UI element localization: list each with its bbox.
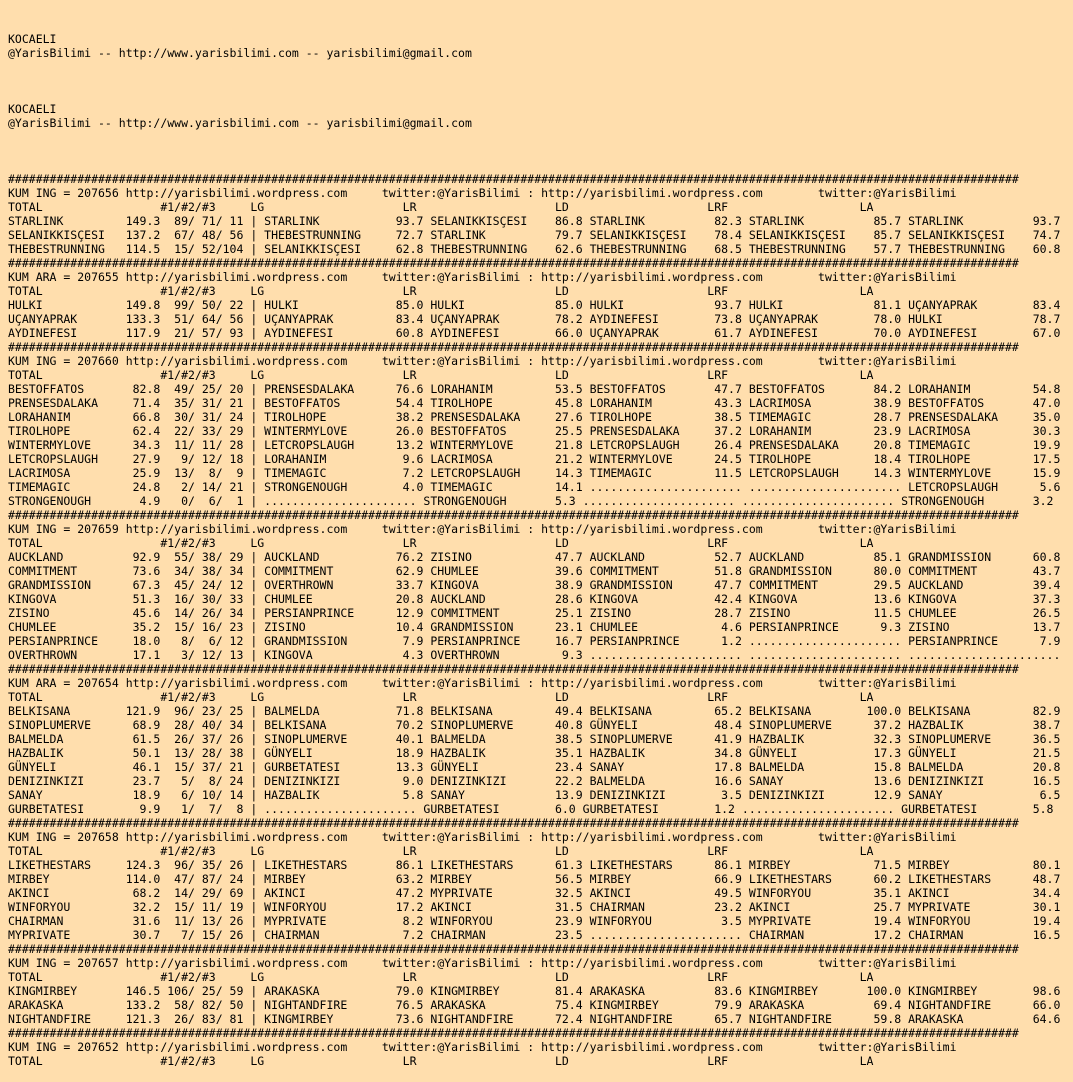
separator-line: ##################################################################################################################################################: [8, 816, 1019, 830]
blank-line: [8, 74, 1073, 88]
result-row: GRANDMISSION 67.3 45/ 24/ 12 | OVERTHROWN 33.7 KINGOVA 38.9 GRANDMISSION 47.7 COMMITMENT 29.5 AUCKLAND 39.4: [8, 578, 1061, 592]
result-row: SELANIKKISÇESI 137.2 67/ 48/ 56 | THEBESTRUNNING 72.7 STARLINK 79.7 SELANIKKISÇESI 78.4 SELANIKKISÇESI 85.7 SELANIKKISÇESI 74.7: [8, 228, 1061, 242]
result-row: HAZBALIK 50.1 13/ 28/ 38 | GÜNYELI 18.9 HAZBALIK 35.1 HAZBALIK 34.8 GÜNYELI 17.3 GÜNYELI 21.5: [8, 746, 1061, 760]
result-row: UÇANYAPRAK 133.3 51/ 64/ 56 | UÇANYAPRAK 83.4 UÇANYAPRAK 78.2 AYDINEFESI 73.8 UÇANYAPRAK 78.0 HULKI 78.7: [8, 312, 1061, 326]
race-header-line: KUM ING = 207659 http://yarisbilimi.wordpress.com twitter:@YarisBilimi : http://yarisbilimi.wordpress.com twitter:@YarisBilimi: [8, 522, 957, 536]
separator-line: ##################################################################################################################################################: [8, 256, 1019, 270]
result-row: LETCROPSLAUGH 27.9 9/ 12/ 18 | LORAHANIM 9.6 LACRIMOSA 21.2 WINTERMYLOVE 24.5 TIROLHOPE 18.4 TIROLHOPE 17.5: [8, 452, 1061, 466]
city-title: KOCAELI: [8, 32, 57, 46]
race-header-line: KUM ING = 207658 http://yarisbilimi.wordpress.com twitter:@YarisBilimi : http://yarisbilimi.wordpress.com twitter:@YarisBilimi: [8, 830, 957, 844]
result-row: MIRBEY 114.0 47/ 87/ 24 | MIRBEY 63.2 MIRBEY 56.5 MIRBEY 66.9 LIKETHESTARS 60.2 LIKETHESTARS 48.7: [8, 872, 1061, 886]
result-row: BELKISANA 121.9 96/ 23/ 25 | BALMELDA 71.8 BELKISANA 49.4 BELKISANA 65.2 BELKISANA 100.0 BELKISANA 82.9: [8, 704, 1061, 718]
result-row: GÜNYELI 46.1 15/ 37/ 21 | GURBETATESI 13.3 GÜNYELI 23.4 SANAY 17.8 BALMELDA 15.8 BALMELDA 20.8: [8, 760, 1061, 774]
result-row: PERSIANPRINCE 18.0 8/ 6/ 12 | GRANDMISSION 7.9 PERSIANPRINCE 16.7 PERSIANPRINCE 1.2 ...................... PERSIANPRINCE 7.9: [8, 634, 1061, 648]
result-row: COMMITMENT 73.6 34/ 38/ 34 | COMMITMENT 62.9 CHUMLEE 39.6 COMMITMENT 51.8 GRANDMISSION 80.0 COMMITMENT 43.7: [8, 564, 1061, 578]
race-header-line: KUM ING = 207656 http://yarisbilimi.wordpress.com twitter:@YarisBilimi : http://yarisbilimi.wordpress.com twitter:@YarisBilimi: [8, 186, 957, 200]
blank-line: [8, 60, 1073, 74]
separator-line: ##################################################################################################################################################: [8, 662, 1019, 676]
result-row: OVERTHROWN 17.1 3/ 12/ 13 | KINGOVA 4.3 OVERTHROWN 9.3 ...................... ...................... ......................: [8, 648, 1061, 662]
result-row: TIMEMAGIC 24.8 2/ 14/ 21 | STRONGENOUGH 4.0 TIMEMAGIC 14.1 ...................... ...................... LETCROPSLAUGH 5.6: [8, 480, 1061, 494]
result-row: MYPRIVATE 30.7 7/ 15/ 26 | CHAIRMAN 7.2 CHAIRMAN 23.5 ...................... CHAIRMAN 17.2 CHAIRMAN 16.5: [8, 928, 1061, 942]
result-row: AUCKLAND 92.9 55/ 38/ 29 | AUCKLAND 76.2 ZISINO 47.7 AUCKLAND 52.7 AUCKLAND 85.1 GRANDMISSION 60.8: [8, 550, 1061, 564]
race-header-line: KUM ARA = 207655 http://yarisbilimi.wordpress.com twitter:@YarisBilimi : http://yarisbilimi.wordpress.com twitter:@YarisBilimi: [8, 270, 957, 284]
separator-line: ##################################################################################################################################################: [8, 1026, 1019, 1040]
column-header-line: TOTAL #1/#2/#3 LG LR LD LRF LA: [8, 970, 874, 984]
result-row: AYDINEFESI 117.9 21/ 57/ 93 | AYDINEFESI 60.8 AYDINEFESI 66.0 UÇANYAPRAK 61.7 AYDINEFESI 70.0 AYDINEFESI 67.0: [8, 326, 1061, 340]
result-row: NIGHTANDFIRE 121.3 26/ 83/ 81 | KINGMIRBEY 73.6 NIGHTANDFIRE 72.4 NIGHTANDFIRE 65.7 NIGHTANDFIRE 59.8 ARAKASKA 64.6: [8, 1012, 1061, 1026]
result-row: CHAIRMAN 31.6 11/ 13/ 26 | MYPRIVATE 8.2 WINFORYOU 23.9 WINFORYOU 3.5 MYPRIVATE 19.4 WINFORYOU 19.4: [8, 914, 1061, 928]
city-title: KOCAELI: [8, 102, 57, 116]
result-row: SANAY 18.9 6/ 10/ 14 | HAZBALIK 5.8 SANAY 13.9 DENIZINKIZI 3.5 DENIZINKIZI 12.9 SANAY 6.5: [8, 788, 1061, 802]
result-row: BESTOFFATOS 82.8 49/ 25/ 20 | PRENSESDALAKA 76.6 LORAHANIM 53.5 BESTOFFATOS 47.7 BESTOFFATOS 84.2 LORAHANIM 54.8: [8, 382, 1061, 396]
result-row: STARLINK 149.3 89/ 71/ 11 | STARLINK 93.7 SELANIKKISÇESI 86.8 STARLINK 82.3 STARLINK 85.7 STARLINK 93.7: [8, 214, 1061, 228]
result-row: AKINCI 68.2 14/ 29/ 69 | AKINCI 47.2 MYPRIVATE 32.5 AKINCI 49.5 WINFORYOU 35.1 AKINCI 34.4: [8, 886, 1061, 900]
result-row: BALMELDA 61.5 26/ 37/ 26 | SINOPLUMERVE 40.1 BALMELDA 38.5 SINOPLUMERVE 41.9 HAZBALIK 32.3 SINOPLUMERVE 36.5: [8, 732, 1061, 746]
contact-line: @YarisBilimi -- http://www.yarisbilimi.com -- yarisbilimi@gmail.com: [8, 46, 472, 60]
result-row: WINTERMYLOVE 34.3 11/ 11/ 28 | LETCROPSLAUGH 13.2 WINTERMYLOVE 21.8 LETCROPSLAUGH 26.4 PRENSESDALAKA 20.8 TIMEMAGIC 19.9: [8, 438, 1061, 452]
result-row: KINGMIRBEY 146.5 106/ 25/ 59 | ARAKASKA 79.0 KINGMIRBEY 81.4 ARAKASKA 83.6 KINGMIRBEY 100.0 KINGMIRBEY 98.6: [8, 984, 1061, 998]
result-row: GURBETATESI 9.9 1/ 7/ 8 | ...................... GURBETATESI 6.0 GURBETATESI 1.2 ...................... GURBETATESI 5.8: [8, 802, 1054, 816]
separator-line: ##################################################################################################################################################: [8, 172, 1019, 186]
column-header-line: TOTAL #1/#2/#3 LG LR LD LRF LA: [8, 284, 874, 298]
result-row: KINGOVA 51.3 16/ 30/ 33 | CHUMLEE 20.8 AUCKLAND 28.6 KINGOVA 42.4 KINGOVA 13.6 KINGOVA 37.3: [8, 592, 1061, 606]
result-row: CHUMLEE 35.2 15/ 16/ 23 | ZISINO 10.4 GRANDMISSION 23.1 CHUMLEE 4.6 PERSIANPRINCE 9.3 ZISINO 13.7: [8, 620, 1061, 634]
result-row: HULKI 149.8 99/ 50/ 22 | HULKI 85.0 HULKI 85.0 HULKI 93.7 HULKI 81.1 UÇANYAPRAK 83.4: [8, 298, 1061, 312]
column-header-line: TOTAL #1/#2/#3 LG LR LD LRF LA: [8, 536, 874, 550]
race-header-line: KUM ING = 207657 http://yarisbilimi.wordpress.com twitter:@YarisBilimi : http://yarisbilimi.wordpress.com twitter:@YarisBilimi: [8, 956, 957, 970]
result-row: LIKETHESTARS 124.3 96/ 35/ 26 | LIKETHESTARS 86.1 LIKETHESTARS 61.3 LIKETHESTARS 86.1 MIRBEY 71.5 MIRBEY 80.1: [8, 858, 1061, 872]
result-row: WINFORYOU 32.2 15/ 11/ 19 | WINFORYOU 17.2 AKINCI 31.5 CHAIRMAN 23.2 AKINCI 25.7 MYPRIVATE 30.1: [8, 900, 1061, 914]
column-header-line: TOTAL #1/#2/#3 LG LR LD LRF LA: [8, 1054, 874, 1068]
result-row: TIROLHOPE 62.4 22/ 33/ 29 | WINTERMYLOVE 26.0 BESTOFFATOS 25.5 PRENSESDALAKA 37.2 LORAHANIM 23.9 LACRIMOSA 30.3: [8, 424, 1061, 438]
column-header-line: TOTAL #1/#2/#3 LG LR LD LRF LA: [8, 368, 874, 382]
blank-line: [8, 130, 1073, 144]
page-header: [8, 32, 1073, 144]
result-row: LACRIMOSA 25.9 13/ 8/ 9 | TIMEMAGIC 7.2 LETCROPSLAUGH 14.3 TIMEMAGIC 11.5 LETCROPSLAUGH 14.3 WINTERMYLOVE 15.9: [8, 466, 1061, 480]
separator-line: ##################################################################################################################################################: [8, 340, 1019, 354]
result-row: DENIZINKIZI 23.7 5/ 8/ 24 | DENIZINKIZI 9.0 DENIZINKIZI 22.2 BALMELDA 16.6 SANAY 13.6 DENIZINKIZI 16.5: [8, 774, 1061, 788]
result-row: LORAHANIM 66.8 30/ 31/ 24 | TIROLHOPE 38.2 PRENSESDALAKA 27.6 TIROLHOPE 38.5 TIMEMAGIC 28.7 PRENSESDALAKA 35.0: [8, 410, 1061, 424]
result-row: PRENSESDALAKA 71.4 35/ 31/ 21 | BESTOFFATOS 54.4 TIROLHOPE 45.8 LORAHANIM 43.3 LACRIMOSA 38.9 BESTOFFATOS 47.0: [8, 396, 1061, 410]
result-row: STRONGENOUGH 4.9 0/ 6/ 1 | ...................... STRONGENOUGH 5.3 ...................... ...................... STRONGENOUGH 3.2: [8, 494, 1054, 508]
result-row: SINOPLUMERVE 68.9 28/ 40/ 34 | BELKISANA 70.2 SINOPLUMERVE 40.8 GÜNYELI 48.4 SINOPLUMERVE 37.2 HAZBALIK 38.7: [8, 718, 1061, 732]
blank-line: [8, 88, 1073, 102]
separator-line: ##################################################################################################################################################: [8, 942, 1019, 956]
column-header-line: TOTAL #1/#2/#3 LG LR LD LRF LA: [8, 844, 874, 858]
race-header-line: KUM ARA = 207654 http://yarisbilimi.wordpress.com twitter:@YarisBilimi : http://yarisbilimi.wordpress.com twitter:@YarisBilimi: [8, 676, 957, 690]
result-row: ARAKASKA 133.2 58/ 82/ 50 | NIGHTANDFIRE 76.5 ARAKASKA 75.4 KINGMIRBEY 79.9 ARAKASKA 69.4 NIGHTANDFIRE 66.0: [8, 998, 1061, 1012]
results-tables: [8, 172, 1073, 1068]
column-header-line: TOTAL #1/#2/#3 LG LR LD LRF LA: [8, 690, 874, 704]
contact-line: @YarisBilimi -- http://www.yarisbilimi.com -- yarisbilimi@gmail.com: [8, 116, 472, 130]
result-row: ZISINO 45.6 14/ 26/ 34 | PERSIANPRINCE 12.9 COMMITMENT 25.1 ZISINO 28.7 ZISINO 11.5 CHUMLEE 26.5: [8, 606, 1061, 620]
result-row: THEBESTRUNNING 114.5 15/ 52/104 | SELANIKKISÇESI 62.8 THEBESTRUNNING 62.6 THEBESTRUNNING 68.5 THEBESTRUNNING 57.7 THEBESTRUNNING 60.8: [8, 242, 1061, 256]
column-header-line: TOTAL #1/#2/#3 LG LR LD LRF LA: [8, 200, 874, 214]
separator-line: ##################################################################################################################################################: [8, 508, 1019, 522]
race-header-line: KUM ING = 207660 http://yarisbilimi.wordpress.com twitter:@YarisBilimi : http://yarisbilimi.wordpress.com twitter:@YarisBilimi: [8, 354, 957, 368]
race-header-line: KUM ING = 207652 http://yarisbilimi.wordpress.com twitter:@YarisBilimi : http://yarisbilimi.wordpress.com twitter:@YarisBilimi: [8, 1040, 957, 1054]
